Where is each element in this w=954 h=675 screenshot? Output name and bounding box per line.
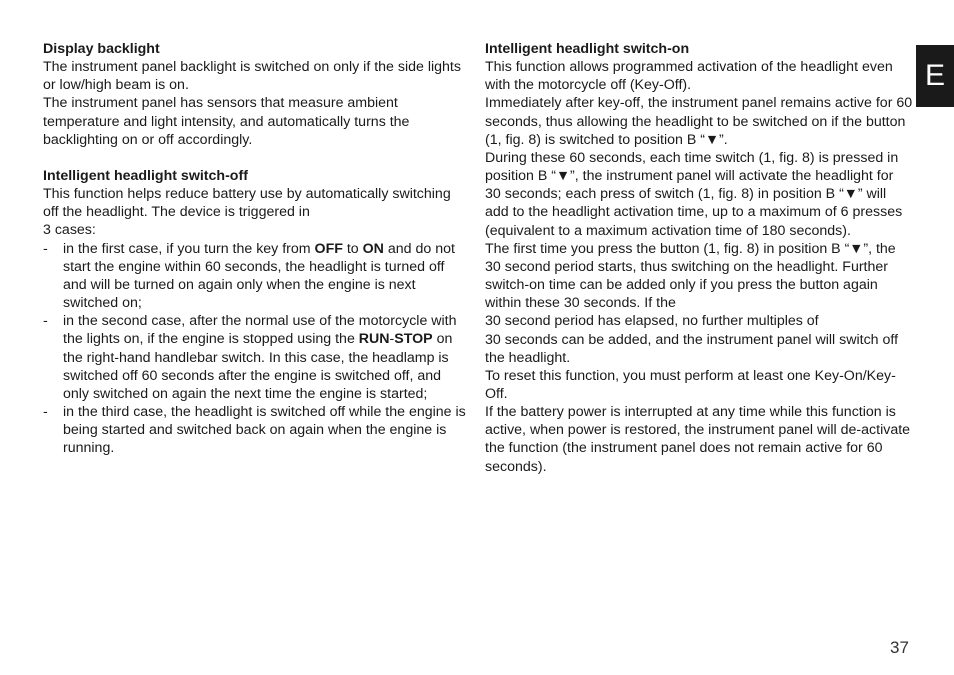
list-item xyxy=(43,312,468,403)
paragraph: The first time you press the button (1, fig. 8) in position B “▼”, the 30 second period starts, thus switching on the headlight. Further switch-on time can be added only if you press the button again within these 30 seconds. If the xyxy=(485,240,896,312)
keyword-stop: STOP xyxy=(394,331,433,348)
list-item: - in the third case, the headlight is switched off while the engine is being started and switched back on again when the engine is running. xyxy=(43,403,468,457)
text: - xyxy=(389,331,395,348)
paragraph: 3 cases: xyxy=(43,222,96,239)
page-number: 37 xyxy=(890,638,909,657)
paragraph: This function allows programmed activation of the headlight even with the motorcycle off (Key-Off). xyxy=(485,59,893,94)
spacer xyxy=(43,149,468,167)
paragraph: To reset this function, you must perform at least one Key-On/Key-Off. xyxy=(485,367,896,402)
text: on the right-hand handlebar switch. In this case, the headlamp is switched off 60 seconds after the engine is switched off, and only switched on again the next time the engine is started; xyxy=(63,331,453,402)
heading-display-backlight: Display backlight xyxy=(43,41,160,57)
left-column xyxy=(43,40,468,457)
paragraph: The instrument panel has sensors that measure ambient temperature and light intensity, and automatically turns the backlighting on or off accordingly. xyxy=(43,95,410,148)
list-item xyxy=(43,240,468,313)
text: and do not start the engine within 60 seconds, the headlight is turned off and will be turned on again only when the engine is next switched on; xyxy=(63,240,455,312)
text: in the second case, after the normal use of the motorcycle with the lights on, if the engine is stopped using the xyxy=(63,313,457,348)
paragraph: During these 60 seconds, each time switch (1, fig. 8) is pressed in position B “▼”, the instrument panel will activate the headlight for 30 seconds; each press of switch (1, fig. 8) in position B “▼” will add to the headlight activation time, up to a maximum of 6 presses (equivalent to a maximum activation time of 180 seconds). xyxy=(485,149,903,239)
paragraph: If the battery power is interrupted at any time while this function is active, when power is restored, the instrument panel will de-activate the function (the instrument panel does not remain active for 60 seconds). xyxy=(485,404,911,475)
keyword-on: ON xyxy=(362,240,384,257)
section-tab-e: E xyxy=(916,45,954,107)
heading-headlight-switch-on: Intelligent headlight switch-on xyxy=(485,41,690,57)
keyword-off: OFF xyxy=(314,240,343,257)
text: to xyxy=(342,240,363,257)
paragraph: This function helps reduce battery use by automatically switching off the headlight. The device is triggered in xyxy=(43,186,451,221)
text: in the first case, if you turn the key from xyxy=(63,240,315,257)
right-column xyxy=(485,40,913,476)
section-display-backlight xyxy=(43,40,468,149)
paragraph: 30 seconds can be added, and the instrument panel will switch off the headlight. xyxy=(485,331,899,366)
cases-list xyxy=(43,240,468,458)
paragraph: The instrument panel backlight is switched on only if the side lights or low/high beam is on. xyxy=(43,59,461,94)
keyword-run: RUN xyxy=(358,331,390,348)
heading-headlight-switch-off: Intelligent headlight switch-off xyxy=(43,167,248,184)
section-headlight-switch-off xyxy=(43,167,468,458)
paragraph: Immediately after key-off, the instrument panel remains active for 60 seconds, thus allowing the headlight to be switched on if the button (1, fig. 8) is switched to position B “▼”. xyxy=(485,95,913,148)
paragraph: 30 second period has elapsed, no further multiples of xyxy=(485,313,819,330)
